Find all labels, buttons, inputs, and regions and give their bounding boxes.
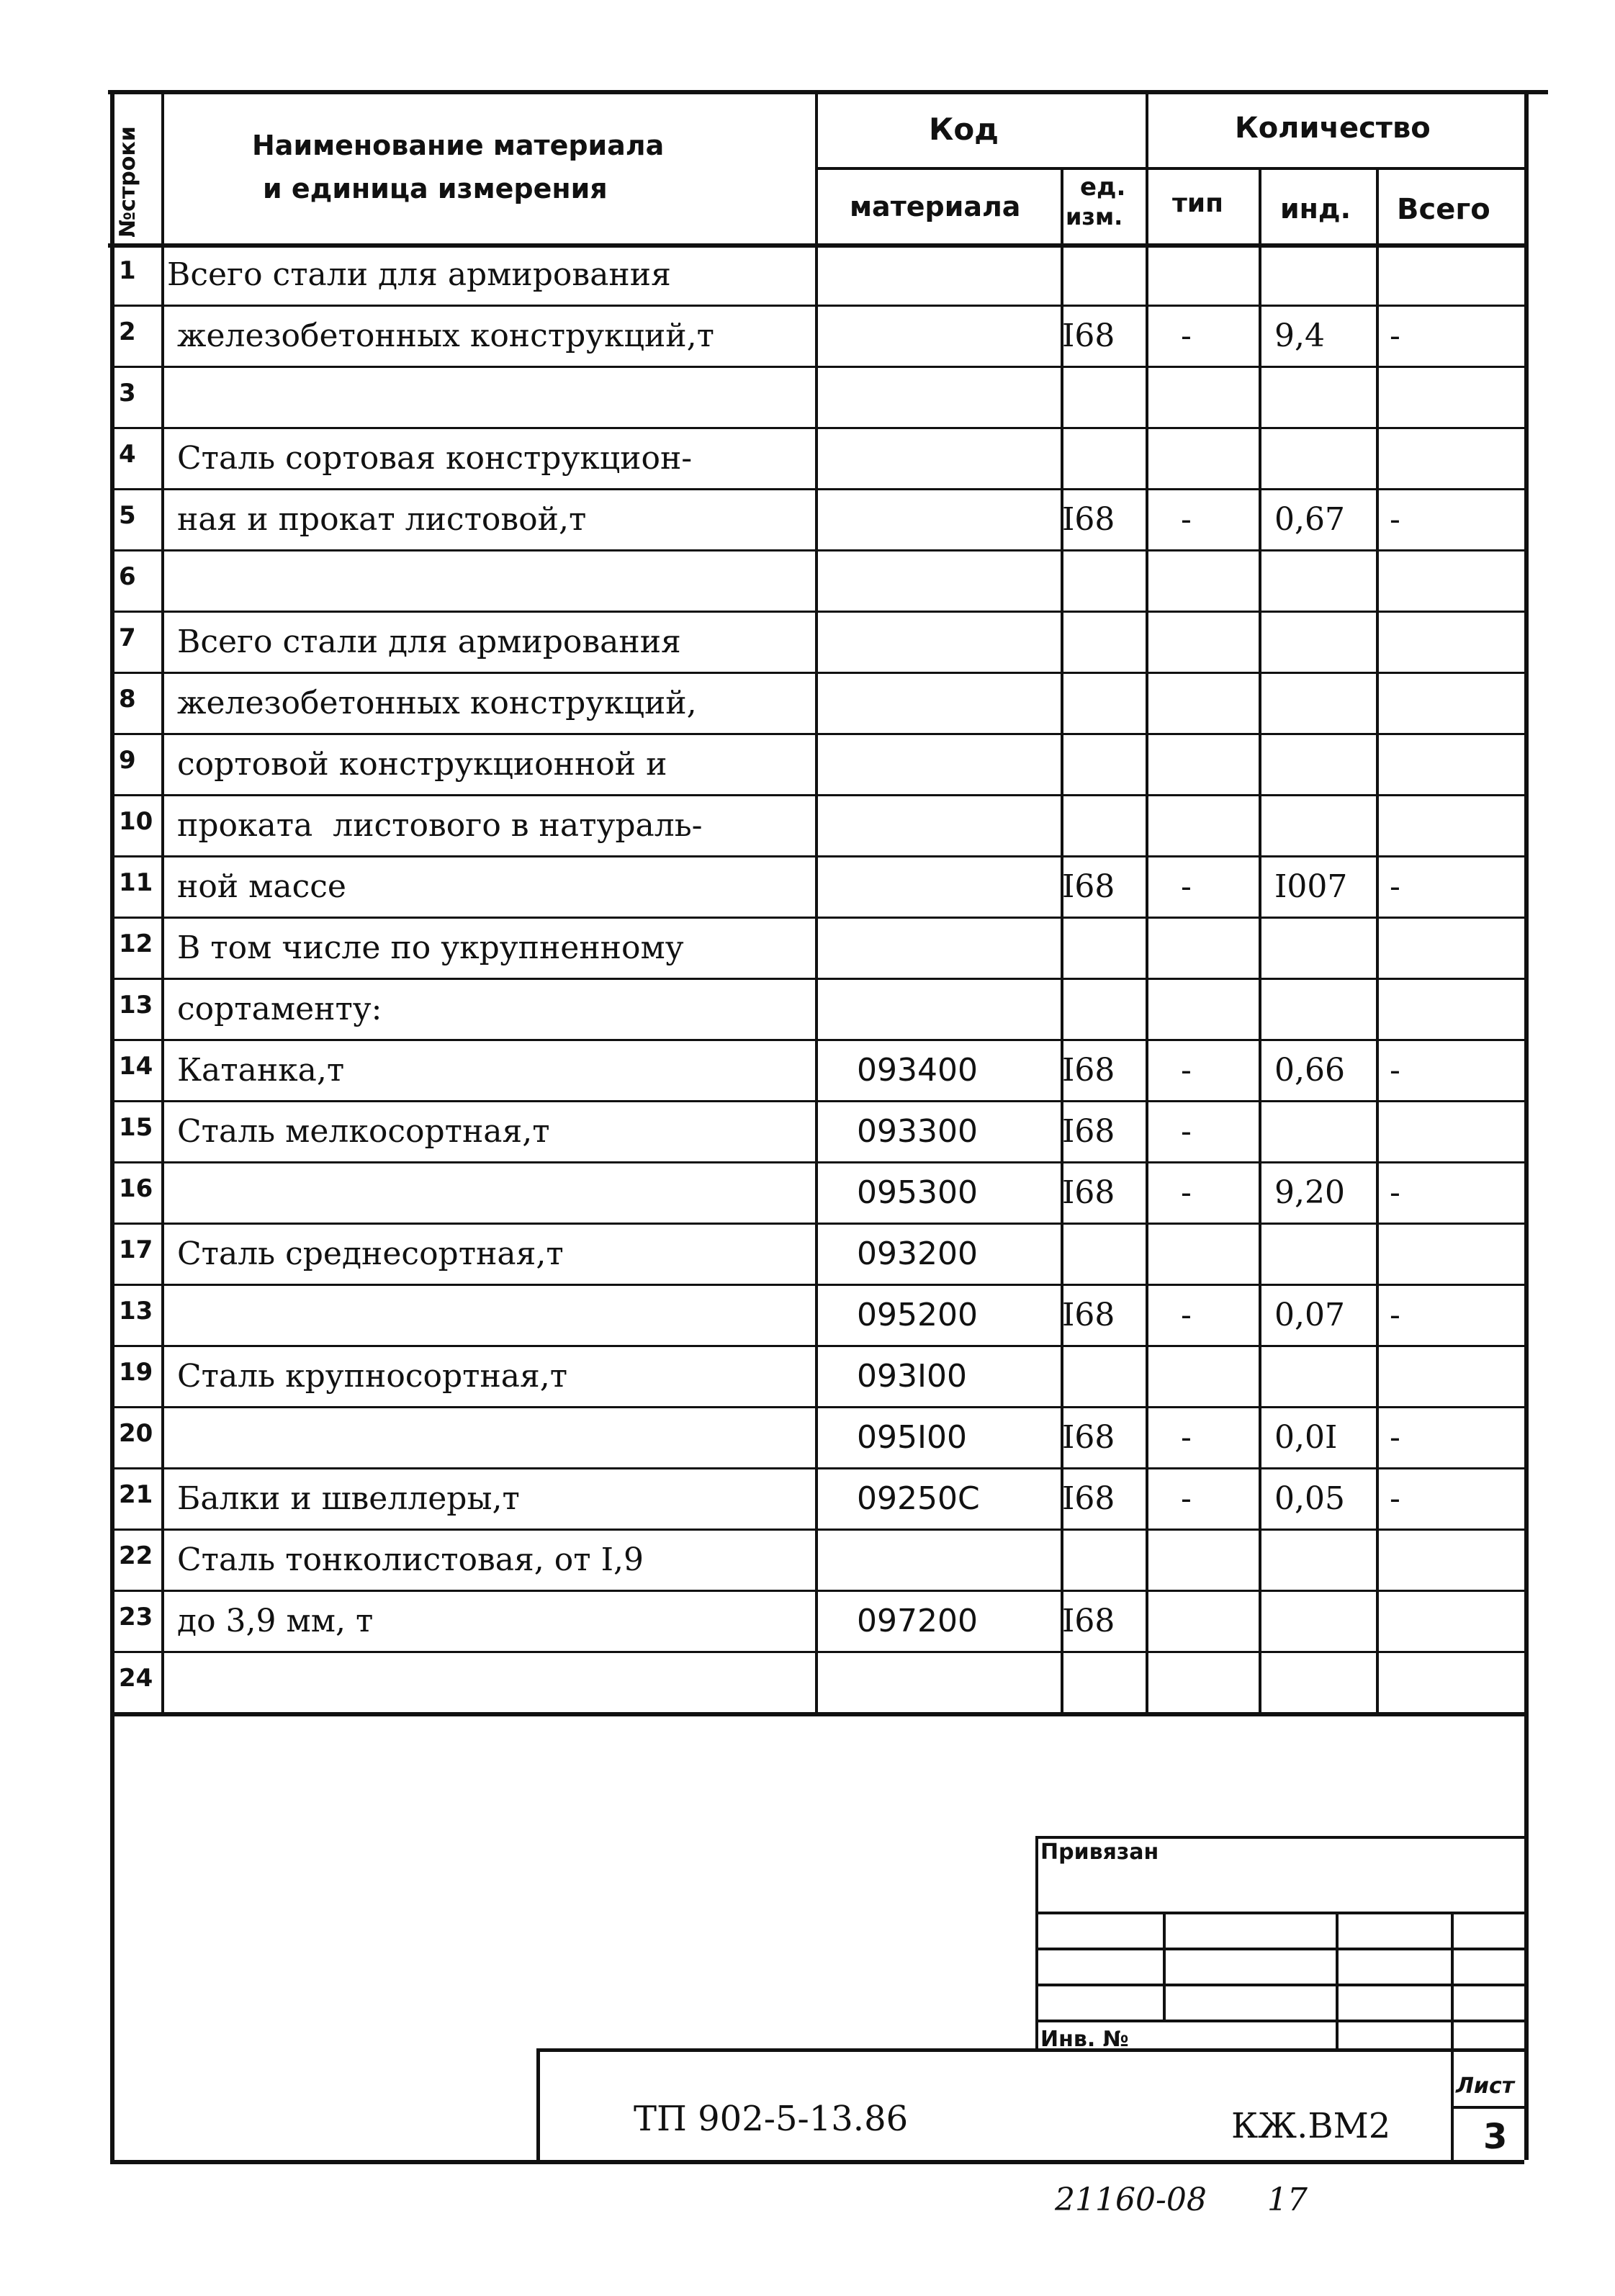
total-qty: - <box>1390 318 1400 354</box>
row-number: 17 <box>119 1235 153 1264</box>
rule-line <box>108 90 1548 94</box>
footer-page: 17 <box>1267 2182 1308 2218</box>
unit-code: I68 <box>1062 868 1115 905</box>
unit-code: I68 <box>1062 1113 1115 1150</box>
rule-line <box>110 1284 1524 1286</box>
type-qty: - <box>1181 1174 1192 1211</box>
row-number: 10 <box>119 807 153 836</box>
rule-line <box>110 1345 1524 1347</box>
material-name: сортовой конструкционной и <box>167 746 667 783</box>
row-number: 11 <box>119 868 153 897</box>
unit-code: I68 <box>1062 1419 1115 1456</box>
bound-label: Привязан <box>1040 1840 1159 1865</box>
unit-code: I68 <box>1062 1174 1115 1211</box>
type-qty: - <box>1181 868 1192 905</box>
material-header: материала <box>850 191 1021 222</box>
material-name: Балки и швеллеры,т <box>167 1480 520 1517</box>
rule-line <box>110 1161 1524 1163</box>
rule-line <box>110 1467 1524 1469</box>
rule-line <box>110 1406 1524 1408</box>
total-qty: - <box>1390 1419 1400 1456</box>
sheet-label: Лист <box>1456 2074 1515 2099</box>
total-header: Всего <box>1397 193 1490 226</box>
row-number: 13 <box>119 991 153 1019</box>
total-qty: - <box>1390 1052 1400 1089</box>
rule-line <box>110 1529 1524 1531</box>
row-number: 5 <box>119 501 136 530</box>
material-name: Сталь сортовая конструкцион- <box>167 440 693 477</box>
rule-line <box>110 549 1524 552</box>
row-number: 24 <box>119 1664 153 1693</box>
name-header-line2: и единица измерения <box>263 173 608 204</box>
inventory-label: Инв. № <box>1040 2027 1129 2052</box>
material-code: 09250C <box>857 1480 980 1517</box>
unit-code: I68 <box>1062 1297 1115 1333</box>
row-number: 3 <box>119 379 136 408</box>
row-number: 20 <box>119 1419 153 1448</box>
type-qty: - <box>1181 1113 1192 1150</box>
ind-qty: 0,0I <box>1274 1419 1338 1456</box>
unit-code: I68 <box>1062 501 1115 538</box>
material-name: Сталь тонколистовая, от I,9 <box>167 1541 644 1578</box>
row-number-header: №строки <box>115 126 140 238</box>
row-number: 12 <box>119 929 153 958</box>
row-number: 4 <box>119 440 136 469</box>
material-name: железобетонных конструкций, <box>167 685 697 721</box>
rule-line <box>1451 1912 1454 2160</box>
rule-line <box>1451 2106 1524 2109</box>
type-header: тип <box>1172 189 1223 218</box>
material-code: 097200 <box>857 1603 978 1639</box>
rule-line <box>110 427 1524 429</box>
rule-line <box>536 2048 1524 2052</box>
rule-line <box>110 855 1524 857</box>
type-qty: - <box>1181 1052 1192 1089</box>
material-code: 093400 <box>857 1052 978 1089</box>
row-number: 14 <box>119 1052 153 1081</box>
rule-line <box>110 794 1524 796</box>
name-header-line1: Наименование материала <box>252 130 665 161</box>
total-qty: - <box>1390 1297 1400 1333</box>
unit-code: I68 <box>1062 318 1115 354</box>
rule-line <box>110 1712 1524 1716</box>
rule-line <box>110 1590 1524 1592</box>
row-number: 9 <box>119 746 136 775</box>
row-number: 6 <box>119 562 136 591</box>
ind-qty: 0,07 <box>1274 1297 1345 1333</box>
type-qty: - <box>1181 318 1192 354</box>
row-number: 2 <box>119 318 136 346</box>
quantity-header: Количество <box>1235 112 1431 145</box>
material-code: 093300 <box>857 1113 978 1150</box>
rule-line <box>1259 167 1261 1712</box>
unit-code: I68 <box>1062 1480 1115 1517</box>
rule-line <box>110 1100 1524 1102</box>
material-name: Всего стали для армирования <box>167 256 671 293</box>
rule-line <box>1524 1712 1529 2160</box>
ind-qty: 0,05 <box>1274 1480 1345 1517</box>
row-number: 16 <box>119 1174 153 1203</box>
footer-number: 21160-08 <box>1055 2182 1207 2218</box>
row-number: 21 <box>119 1480 153 1509</box>
rule-line <box>1163 1912 1166 2020</box>
sheet-number: 3 <box>1483 2117 1508 2157</box>
material-name: Сталь среднесортная,т <box>167 1235 564 1272</box>
ind-qty: 0,66 <box>1274 1052 1345 1089</box>
row-number: 19 <box>119 1358 153 1387</box>
total-qty: - <box>1390 501 1400 538</box>
material-name: В том числе по укрупненному <box>167 929 684 966</box>
row-number: 22 <box>119 1541 153 1570</box>
rule-line <box>110 1223 1524 1225</box>
material-code: 093I00 <box>857 1358 967 1395</box>
document-code: ТП 902-5-13.86 <box>634 2099 909 2139</box>
code-header: Код <box>929 112 999 147</box>
material-name: ная и прокат листовой,т <box>167 501 587 538</box>
material-name: проката листового в натураль- <box>167 807 703 844</box>
total-qty: - <box>1390 868 1400 905</box>
row-number: 7 <box>119 623 136 652</box>
material-name: Всего стали для армирования <box>167 623 681 660</box>
rule-line <box>110 488 1524 490</box>
material-code: 093200 <box>857 1235 978 1272</box>
material-name: ной массе <box>167 868 346 905</box>
rule-line <box>110 733 1524 735</box>
type-qty: - <box>1181 501 1192 538</box>
ind-qty: 9,4 <box>1274 318 1325 354</box>
rule-line <box>110 1651 1524 1653</box>
row-number: 1 <box>119 256 136 285</box>
ind-qty: I007 <box>1274 868 1348 905</box>
ind-qty: 9,20 <box>1274 1174 1345 1211</box>
row-number: 23 <box>119 1603 153 1631</box>
material-name: железобетонных конструкций,т <box>167 318 714 354</box>
type-qty: - <box>1181 1419 1192 1456</box>
type-qty: - <box>1181 1297 1192 1333</box>
unit-code: I68 <box>1062 1052 1115 1089</box>
rule-line <box>1336 1912 1339 2048</box>
ind-qty: 0,67 <box>1274 501 1345 538</box>
rule-line <box>1376 167 1379 1712</box>
material-name: Катанка,т <box>167 1052 345 1089</box>
rule-line <box>110 672 1524 674</box>
rule-line <box>110 978 1524 980</box>
material-name: Сталь мелкосортная,т <box>167 1113 550 1150</box>
unit-header-1: ед. <box>1080 173 1126 202</box>
material-name: сортаменту: <box>167 991 382 1027</box>
rule-line <box>1035 1836 1038 2048</box>
material-name: Сталь крупносортная,т <box>167 1358 568 1395</box>
material-name: до 3,9 мм, т <box>167 1603 374 1639</box>
type-qty: - <box>1181 1480 1192 1517</box>
total-qty: - <box>1390 1174 1400 1211</box>
material-code: 095I00 <box>857 1419 967 1456</box>
rule-line <box>110 1712 114 2160</box>
unit-code: I68 <box>1062 1603 1115 1639</box>
row-number: 15 <box>119 1113 153 1142</box>
total-qty: - <box>1390 1480 1400 1517</box>
row-number: 8 <box>119 685 136 713</box>
unit-header-2: изм. <box>1066 203 1123 230</box>
material-code: 095300 <box>857 1174 978 1211</box>
ind-header: инд. <box>1280 193 1351 225</box>
rule-line <box>110 917 1524 919</box>
rule-line <box>110 1039 1524 1041</box>
rule-line <box>815 167 1524 170</box>
rule-line <box>110 366 1524 368</box>
rule-line <box>110 2160 1524 2164</box>
rule-line <box>1035 1836 1524 1839</box>
material-code: 095200 <box>857 1297 978 1333</box>
rule-line <box>110 305 1524 307</box>
document-mark: КЖ.ВМ2 <box>1231 2106 1391 2146</box>
rule-line <box>536 2048 540 2160</box>
row-number: 13 <box>119 1297 153 1325</box>
rule-line <box>110 611 1524 613</box>
rule-line <box>1524 90 1529 1712</box>
